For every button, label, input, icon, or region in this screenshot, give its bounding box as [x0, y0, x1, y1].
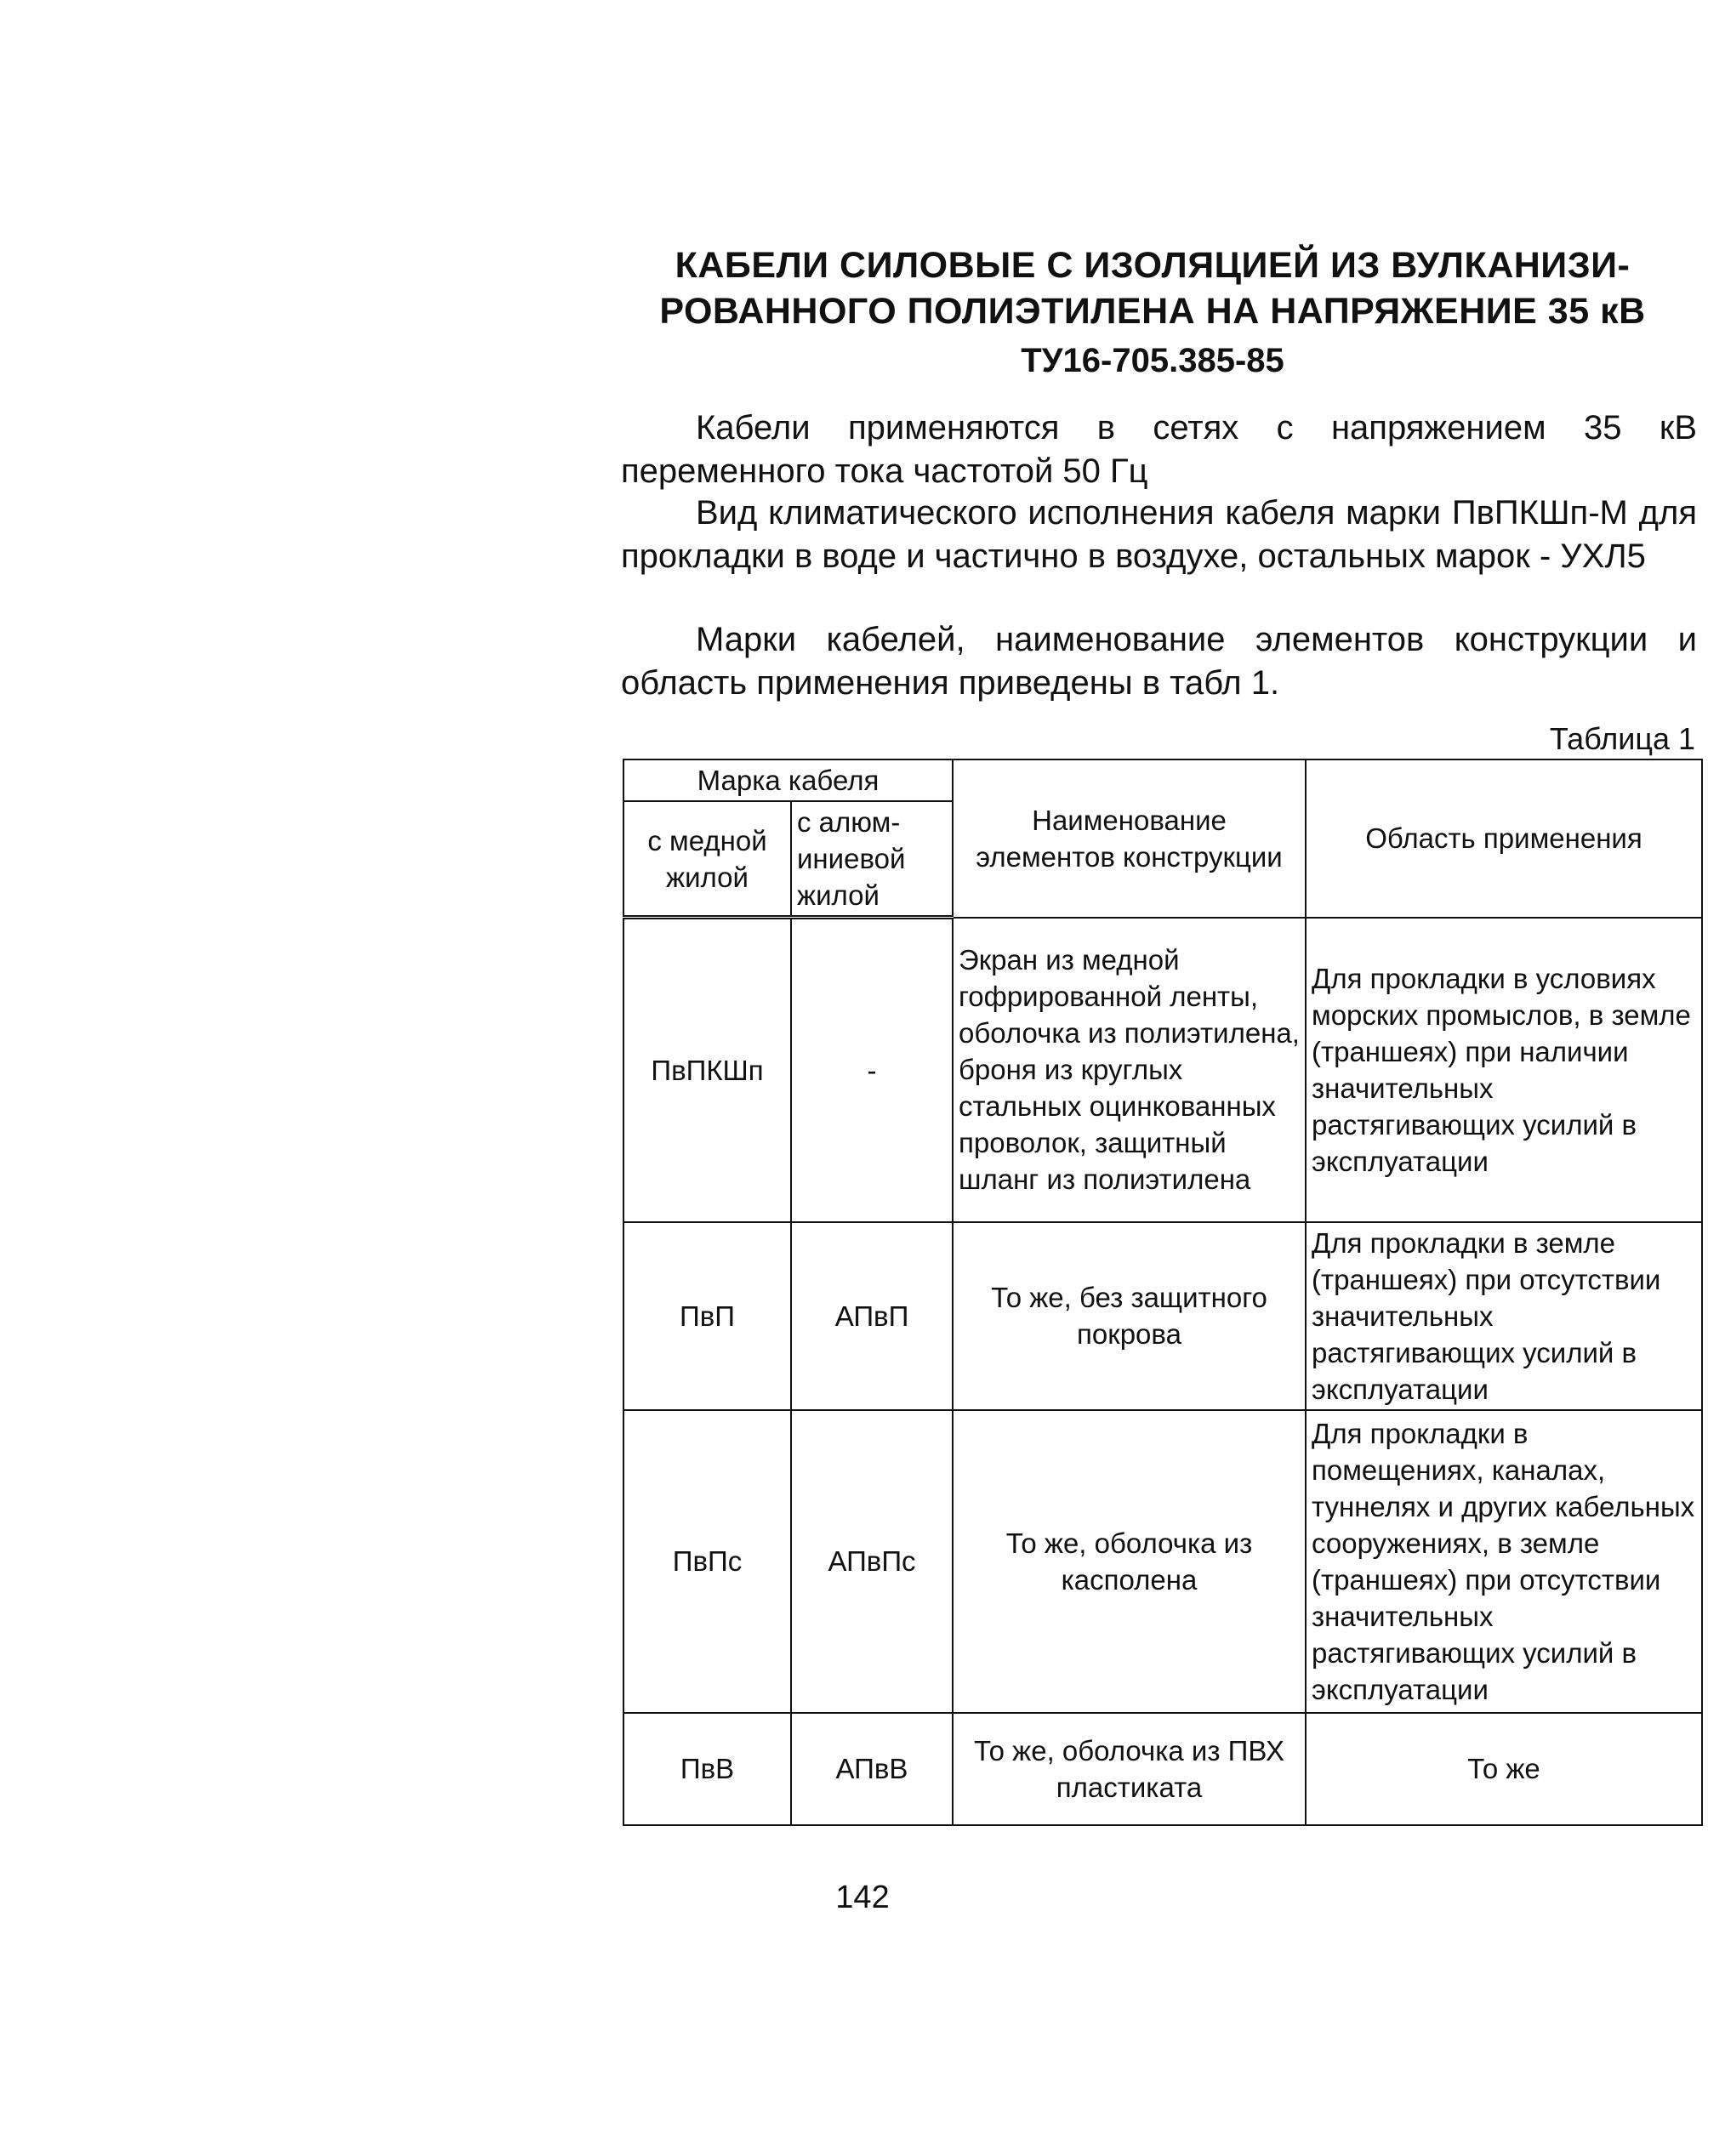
- table-caption: Таблица 1: [1549, 721, 1695, 756]
- paragraph-3: Марки кабелей, наименование элементов конструкции и область применения приведены в табл 1.: [621, 621, 1697, 702]
- cell-aluminum: АПвП: [791, 1222, 953, 1410]
- cell-elements: Экран из медной гофрированной ленты, оболочка из полиэтилена, броня из круглых стальных оцинкованных проволок, защитный шланг из полиэтилена: [953, 918, 1306, 1222]
- header-elements: Наименование элементов конструкции: [953, 759, 1306, 918]
- page-number: 142: [835, 1880, 890, 1915]
- header-copper: с медной жилой: [623, 801, 791, 918]
- cell-aluminum: АПвВ: [791, 1713, 953, 1825]
- header-application: Область применения: [1306, 759, 1702, 918]
- cell-elements: То же, оболочка из касполена: [953, 1410, 1306, 1713]
- cell-copper: ПвПКШп: [623, 918, 791, 1222]
- paragraph-2: Вид климатического исполнения кабеля марки ПвПКШп-М для прокладки в воде и частично в воздухе, остальных марок - УХЛ5: [621, 494, 1697, 575]
- table-row: [623, 1222, 1702, 1410]
- title-line-1: КАБЕЛИ СИЛОВЫЕ С ИЗОЛЯЦИЕЙ ИЗ ВУЛКАНИЗИ-: [675, 245, 1631, 286]
- cell-application: Для прокладки в помещениях, каналах, туннелях и других кабельных сооружениях, в земле (траншеях) при отсутствии значительных растягивающих усилий в эксплуатации: [1306, 1410, 1702, 1713]
- cell-copper: ПвПс: [623, 1410, 791, 1713]
- table-row: [623, 918, 1702, 1222]
- cell-elements: То же, оболочка из ПВХ пластиката: [953, 1713, 1306, 1825]
- spec-code: ТУ16-705.385-85: [1021, 342, 1284, 379]
- header-aluminum: с алюм- иниевой жилой: [791, 801, 953, 918]
- cell-copper: ПвВ: [623, 1713, 791, 1825]
- paragraph-1: Кабели применяются в сетях с напряжением 35 кВ переменного тока частотой 50 Гц: [621, 409, 1697, 490]
- cell-aluminum: АПвПс: [791, 1410, 953, 1713]
- header-brand-group: Марка кабеля: [623, 759, 953, 801]
- table-row: [623, 1713, 1702, 1825]
- table-row: [623, 1410, 1702, 1713]
- cell-application: То же: [1306, 1713, 1702, 1825]
- cell-application: Для прокладки в условиях морских промыслов, в земле (траншеях) при наличии значительных растягивающих усилий в эксплуатации: [1306, 918, 1702, 1222]
- cell-elements: То же, без защитного покрова: [953, 1222, 1306, 1410]
- cell-aluminum: -: [791, 918, 953, 1222]
- cable-table: [623, 759, 1703, 1826]
- document-title: [646, 242, 1659, 334]
- cell-application: Для прокладки в земле (траншеях) при отсутствии значительных растягивающих усилий в эксплуатации: [1306, 1222, 1702, 1410]
- title-line-2: РОВАННОГО ПОЛИЭТИЛЕНА НА НАПРЯЖЕНИЕ 35 кВ: [659, 291, 1646, 332]
- cell-copper: ПвП: [623, 1222, 791, 1410]
